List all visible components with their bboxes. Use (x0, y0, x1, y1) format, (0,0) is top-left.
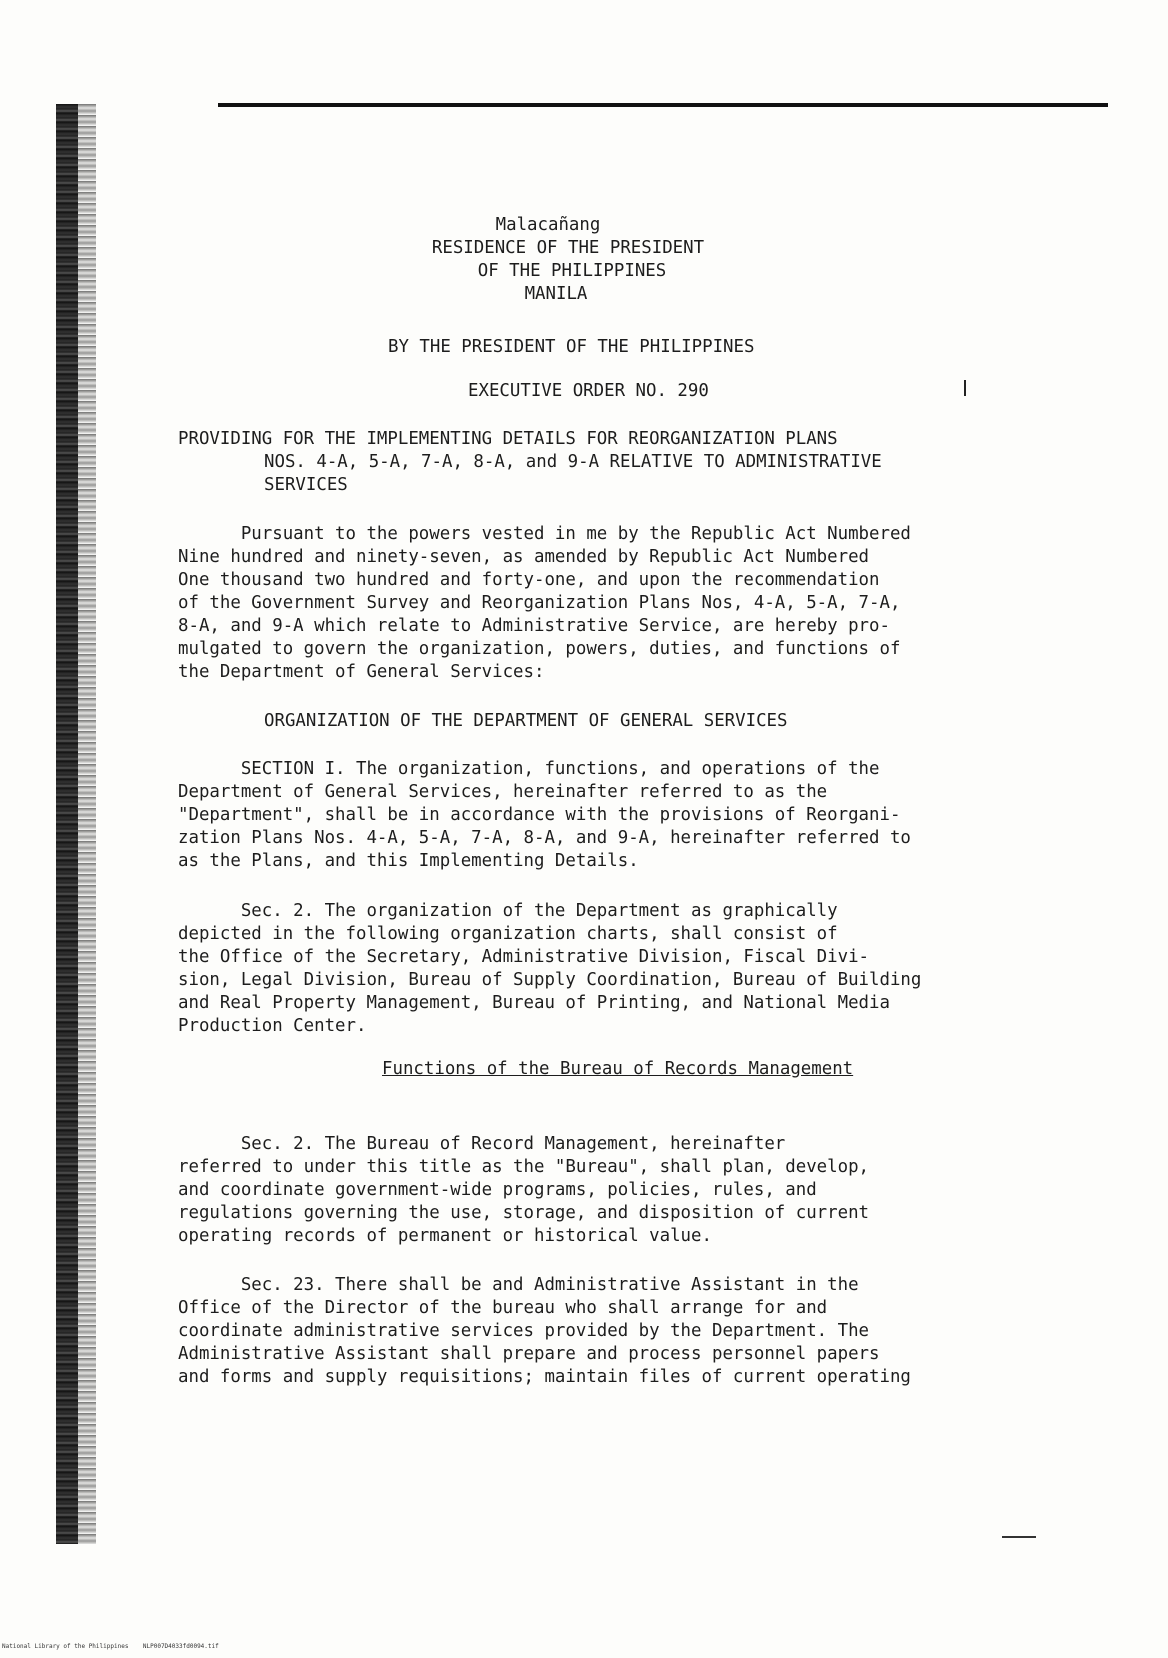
section-2-line: depicted in the following organization charts, shall consist of (178, 924, 838, 944)
title-line-2: NOS. 4-A, 5-A, 7-A, 8-A, and 9-A RELATIVE TO ADMINISTRATIVE (264, 452, 882, 472)
preamble-line: of the Government Survey and Reorganization Plans Nos, 4-A, 5-A, 7-A, (178, 593, 901, 613)
section-1-line: SECTION I. The organization, functions, and operations of the (178, 759, 880, 779)
section-23-line: coordinate administrative services provided by the Department. The (178, 1321, 870, 1341)
header-manila: MANILA (524, 284, 588, 304)
header-malacanang: Malacañang (495, 215, 601, 235)
section-2-line: sion, Legal Division, Bureau of Supply Coordination, Bureau of Building (178, 970, 922, 990)
executive-order-number: EXECUTIVE ORDER NO. 290 (468, 381, 709, 401)
title-line-1: PROVIDING FOR THE IMPLEMENTING DETAILS FOR REORGANIZATION PLANS (178, 429, 838, 449)
preamble-line: the Department of General Services: (178, 662, 545, 682)
section-1-line: as the Plans, and this Implementing Details. (178, 851, 639, 871)
section-heading: ORGANIZATION OF THE DEPARTMENT OF GENERAL SERVICES (264, 711, 788, 731)
by-the-president-line: BY THE PRESIDENT OF THE PHILIPPINES (388, 337, 755, 357)
section-23-line: Administrative Assistant shall prepare and process personnel papers (178, 1344, 880, 1364)
scan-footer-caption: National Library of the Philippines NLP007D4033fd0094.tif (2, 1643, 219, 1650)
section-2b-line: and coordinate government-wide programs, policies, rules, and (178, 1180, 817, 1200)
scan-edge-shadow (78, 104, 96, 1544)
preamble-line: mulgated to govern the organization, powers, duties, and functions of (178, 639, 901, 659)
preamble-line: Pursuant to the powers vested in me by the Republic Act Numbered (178, 524, 911, 544)
header-philippines: OF THE PHILIPPINES (477, 261, 667, 281)
header-residence: RESIDENCE OF THE PRESIDENT (431, 238, 705, 258)
section-23-line: Sec. 23. There shall be and Administrative Assistant in the (178, 1275, 859, 1295)
section-2b-line: Sec. 2. The Bureau of Record Management, hereinafter (178, 1134, 786, 1154)
section-23-line: Office of the Director of the bureau who shall arrange for and (178, 1298, 828, 1318)
section-2b-line: operating records of permanent or historical value. (178, 1226, 712, 1246)
margin-mark (964, 380, 966, 396)
preamble-line: One thousand two hundred and forty-one, and upon the recommendation (178, 570, 880, 590)
section-23-line: and forms and supply requisitions; maintain files of current operating (178, 1367, 911, 1387)
title-line-3: SERVICES (264, 475, 348, 495)
section-2-line: Production Center. (178, 1016, 367, 1036)
scan-binding-edge (56, 104, 78, 1544)
preamble-line: 8-A, and 9-A which relate to Administrative Service, are hereby pro- (178, 616, 890, 636)
bottom-dash-mark (1002, 1536, 1036, 1538)
section-2-line: the Office of the Secretary, Administrative Division, Fiscal Divi- (178, 947, 870, 967)
bureau-functions-subheading: Functions of the Bureau of Records Management (382, 1059, 854, 1079)
section-1-line: "Department", shall be in accordance with the provisions of Reorgani- (178, 805, 901, 825)
section-2-line: and Real Property Management, Bureau of Printing, and National Media (178, 993, 890, 1013)
top-rule (218, 103, 1108, 107)
section-1-line: Department of General Services, hereinafter referred to as the (178, 782, 828, 802)
section-1-line: zation Plans Nos. 4-A, 5-A, 7-A, 8-A, and 9-A, hereinafter referred to (178, 828, 911, 848)
section-2-line: Sec. 2. The organization of the Department as graphically (178, 901, 838, 921)
preamble-line: Nine hundred and ninety-seven, as amended by Republic Act Numbered (178, 547, 870, 567)
section-2b-line: regulations governing the use, storage, and disposition of current (178, 1203, 870, 1223)
section-2b-line: referred to under this title as the "Bureau", shall plan, develop, (178, 1157, 870, 1177)
